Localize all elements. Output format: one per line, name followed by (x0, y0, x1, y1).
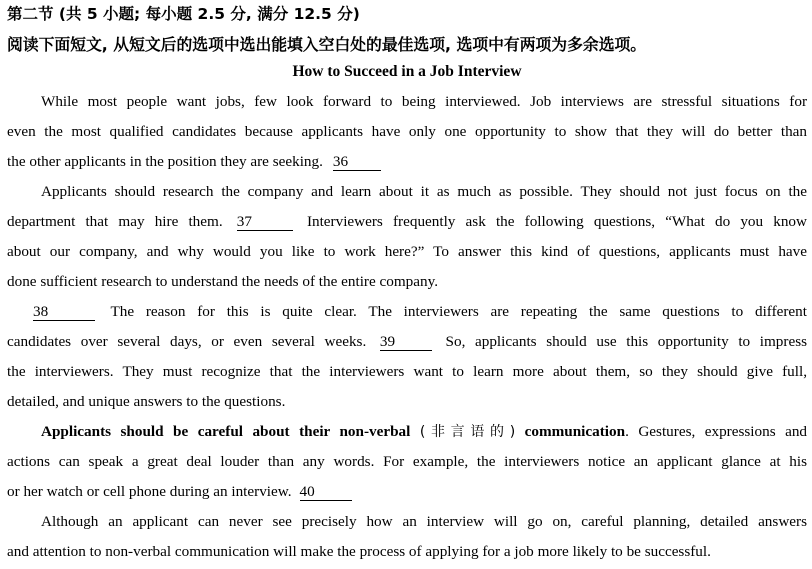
text-segment: the other applicants in the position they are seeking. (7, 153, 323, 170)
paragraph-line: done sufficient research to understand the needs of the entire company. (7, 273, 438, 290)
paragraph-5 (7, 507, 807, 567)
paragraph-line (7, 297, 807, 327)
bold-text: communication (524, 423, 626, 440)
paragraph-line (7, 417, 807, 447)
bold-text: Applicants should be careful about their non-verbal (41, 423, 411, 440)
blank-40[interactable]: 40 (300, 484, 352, 501)
text-segment: . Gestures, expressions and (625, 423, 808, 440)
paragraph-4 (7, 417, 807, 507)
paragraph-line (7, 207, 807, 237)
paragraph-line: the interviewers. They must recognize that the interviewers want to learn more about them, so they should give full, (7, 363, 807, 380)
text-segment: So, applicants should use this opportunity to impress (445, 333, 808, 350)
paragraph-line: Applicants should research the company and learn about it as much as possible. They should not just focus on the (41, 183, 807, 200)
text-segment: candidates over several days, or even several weeks. (7, 333, 367, 350)
chinese-gloss: (非言语的) (419, 424, 516, 440)
paragraph-1 (7, 87, 807, 177)
paragraph-2 (7, 177, 807, 297)
paragraph-line: detailed, and unique answers to the questions. (7, 393, 286, 410)
paragraph-line: While most people want jobs, few look forward to being interviewed. Job interviews are stressful situations for (41, 93, 807, 110)
blank-37[interactable]: 37 (237, 214, 293, 231)
instruction-text: 阅读下面短文, 从短文后的选项中选出能填入空白处的最佳选项, 选项中有两项为多余选项。 (7, 35, 647, 54)
text-segment: department that may hire them. (7, 213, 223, 230)
blank-39[interactable]: 39 (380, 334, 432, 351)
section-heading: 第二节 (共 5 小题; 每小题 2.5 分, 满分 12.5 分) (7, 5, 360, 23)
passage-title: How to Succeed in a Job Interview (292, 63, 522, 80)
paragraph-line (7, 147, 807, 177)
paragraph-line: Although an applicant can never see precisely how an interview will go on, careful planning, detailed answers (41, 513, 807, 530)
paragraph-line: about our company, and why would you like to work here?” To answer this kind of questions, applicants must have (7, 243, 807, 260)
paragraph-line: and attention to non-verbal communication will make the process of applying for a job more likely to be successful. (7, 543, 711, 560)
paragraph-line (7, 327, 807, 357)
text-segment: Interviewers frequently ask the following questions, “What do you know (306, 213, 807, 230)
text-segment: The reason for this is quite clear. The interviewers are repeating the same questions to different (110, 303, 807, 320)
paragraph-3 (7, 297, 807, 417)
paragraph-line (7, 477, 807, 507)
paragraph-line: even the most qualified candidates because applicants have only one opportunity to show that they will do better than (7, 123, 807, 140)
blank-36[interactable]: 36 (333, 154, 381, 171)
text-segment: or her watch or cell phone during an interview. (7, 483, 292, 500)
paragraph-line: actions can speak a great deal louder than any words. For example, the interviewers notice an applicant glance at his (7, 453, 807, 470)
blank-38[interactable]: 38 (33, 304, 95, 321)
